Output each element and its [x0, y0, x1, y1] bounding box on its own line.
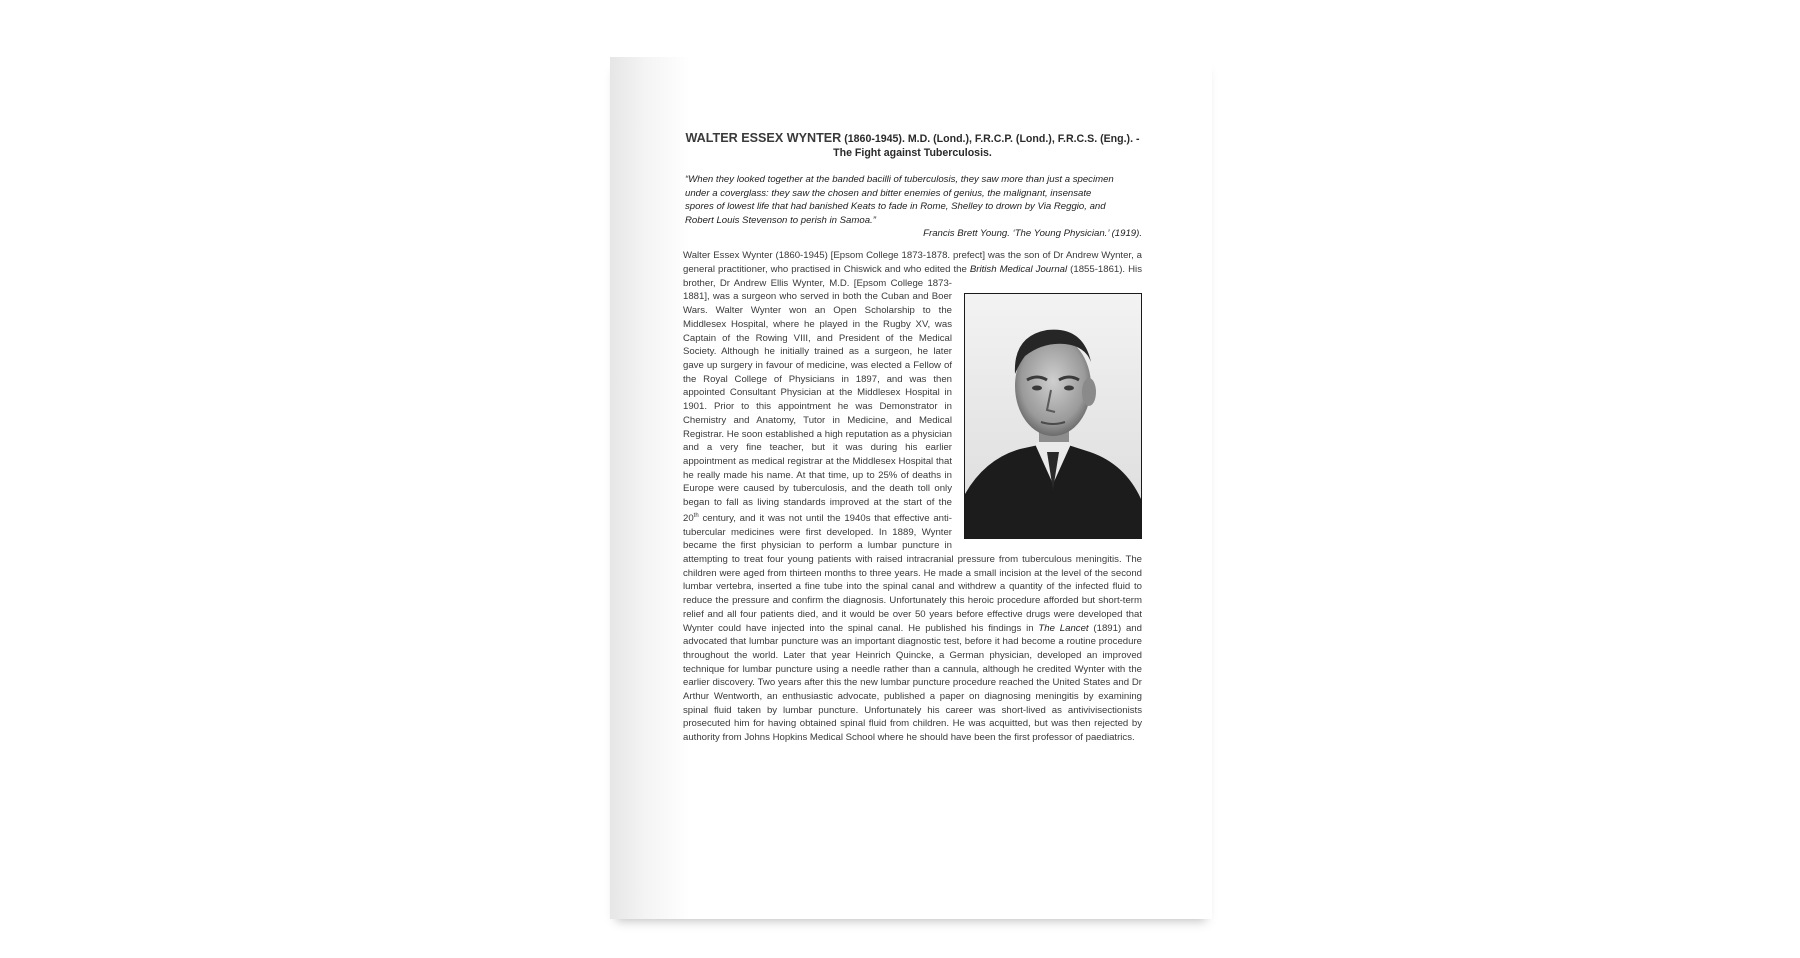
superscript-th: th	[693, 512, 699, 519]
document-title	[683, 131, 1142, 160]
body-part-4: (1891) and advocated that lumbar puncture was an important diagnostic test, before it had become a routine procedure throughout the world. Later that year Heinrich Quincke, a German physician, developed an improved technique for lumbar puncture using a needle rather than a cannula, although he credited Wynter with the earlier discovery. Two years after this the new lumbar puncture procedure reached the United States and Dr Arthur Wentworth, an enthusiastic advocate, published a paper on diagnosing meningitis by examining spinal fluid taken by lumbar puncture. Unfortunately his career was short-lived as antivivisectionists prosecuted him for having obtained spinal fluid from children. He was acquitted, but was then rejected by authority from Johns Hopkins Medical School where he should have been the first professor of paediatrics.	[683, 622, 1142, 744]
title-credentials: (1860-1945). M.D. (Lond.), F.R.C.P. (Lond.), F.R.C.S. (Eng.). - The Fight against Tuberculosis.	[833, 133, 1140, 159]
body-part-3: century, and it was not until the 1940s that effective anti-tubercular medicines were first developed. In 1889, Wynter became the first physician to perform a lumbar puncture in attempting to treat four young patients with raised intracranial pressure from tuberculous meningitis. The children were aged from thirteen months to three years. He made a small incision at the level of the second lumbar vertebra, inserted a fine tube into the spinal canal and withdrew a quantity of the infected fluid to reduce the pressure and confirm the diagnosis. Unfortunately this heroic procedure afforded but short-term relief and all four patients died, and it would be over 50 years before effective drugs were developed that Wynter could have injected into the spinal canal. He published his findings in	[683, 512, 1142, 634]
body-text	[683, 249, 1142, 745]
title-name: WALTER ESSEX WYNTER	[685, 131, 842, 145]
body-part-1: Walter Essex Wynter (1860-1945) [Epsom College 1873-1878. prefect] was the son of Dr Andrew Wynter, a general practitioner, who practised in Chiswick and who edited the	[683, 250, 1142, 276]
body-part-2: (1855-1861). His brother, Dr Andrew Ellis Wynter, M.D. [Epsom College 1873-1881], was a surgeon who served in both the Cuban and Boer Wars. Walter Wynter won an Open Scholarship to the Middlesex Hospital, where he played in the Rugby XV, was Captain of the Rowing VIII, and President of the Medical Society. Although he initially trained as a surgeon, he later gave up surgery in favour of medicine, was elected a Fellow of the Royal College of Physicians in 1897, and was then appointed Consultant Physician at the Middlesex Hospital in 1901. Prior to this appointment he was Demonstrator in Chemistry and Anatomy, Tutor in Medicine, and Medical Registrar. He soon established a high reputation as a physician and a very fine teacher, but it was during his earlier appointment as medical registrar at the Middlesex Hospital that he really made his name. At that time, up to 25% of deaths in Europe were caused by tuberculosis, and the death toll only began to fall as living standards improved at the start of the 20	[683, 264, 1142, 524]
page-content	[683, 131, 1142, 745]
document-page	[610, 57, 1212, 919]
lancet-title: The Lancet	[1038, 622, 1089, 634]
portrait-photo	[964, 293, 1142, 539]
portrait-icon	[965, 294, 1141, 538]
epigraph-quote: “When they looked together at the banded bacilli of tuberculosis, they saw more than just a specimen under a coverglass: they saw the chosen and bitter enemies of genius, the malignant, insensate spores of lowest life that had banished Keats to fade in Rome, Shelley to drown by Via Reggio, and Robert Louis Stevenson to perish in Samoa.”	[685, 174, 1114, 226]
epigraph-attribution: Francis Brett Young. ‘The Young Physician.’ (1919).	[923, 228, 1142, 240]
journal-title: British Medical Journal	[969, 264, 1068, 276]
page-spine-shadow	[610, 57, 690, 919]
